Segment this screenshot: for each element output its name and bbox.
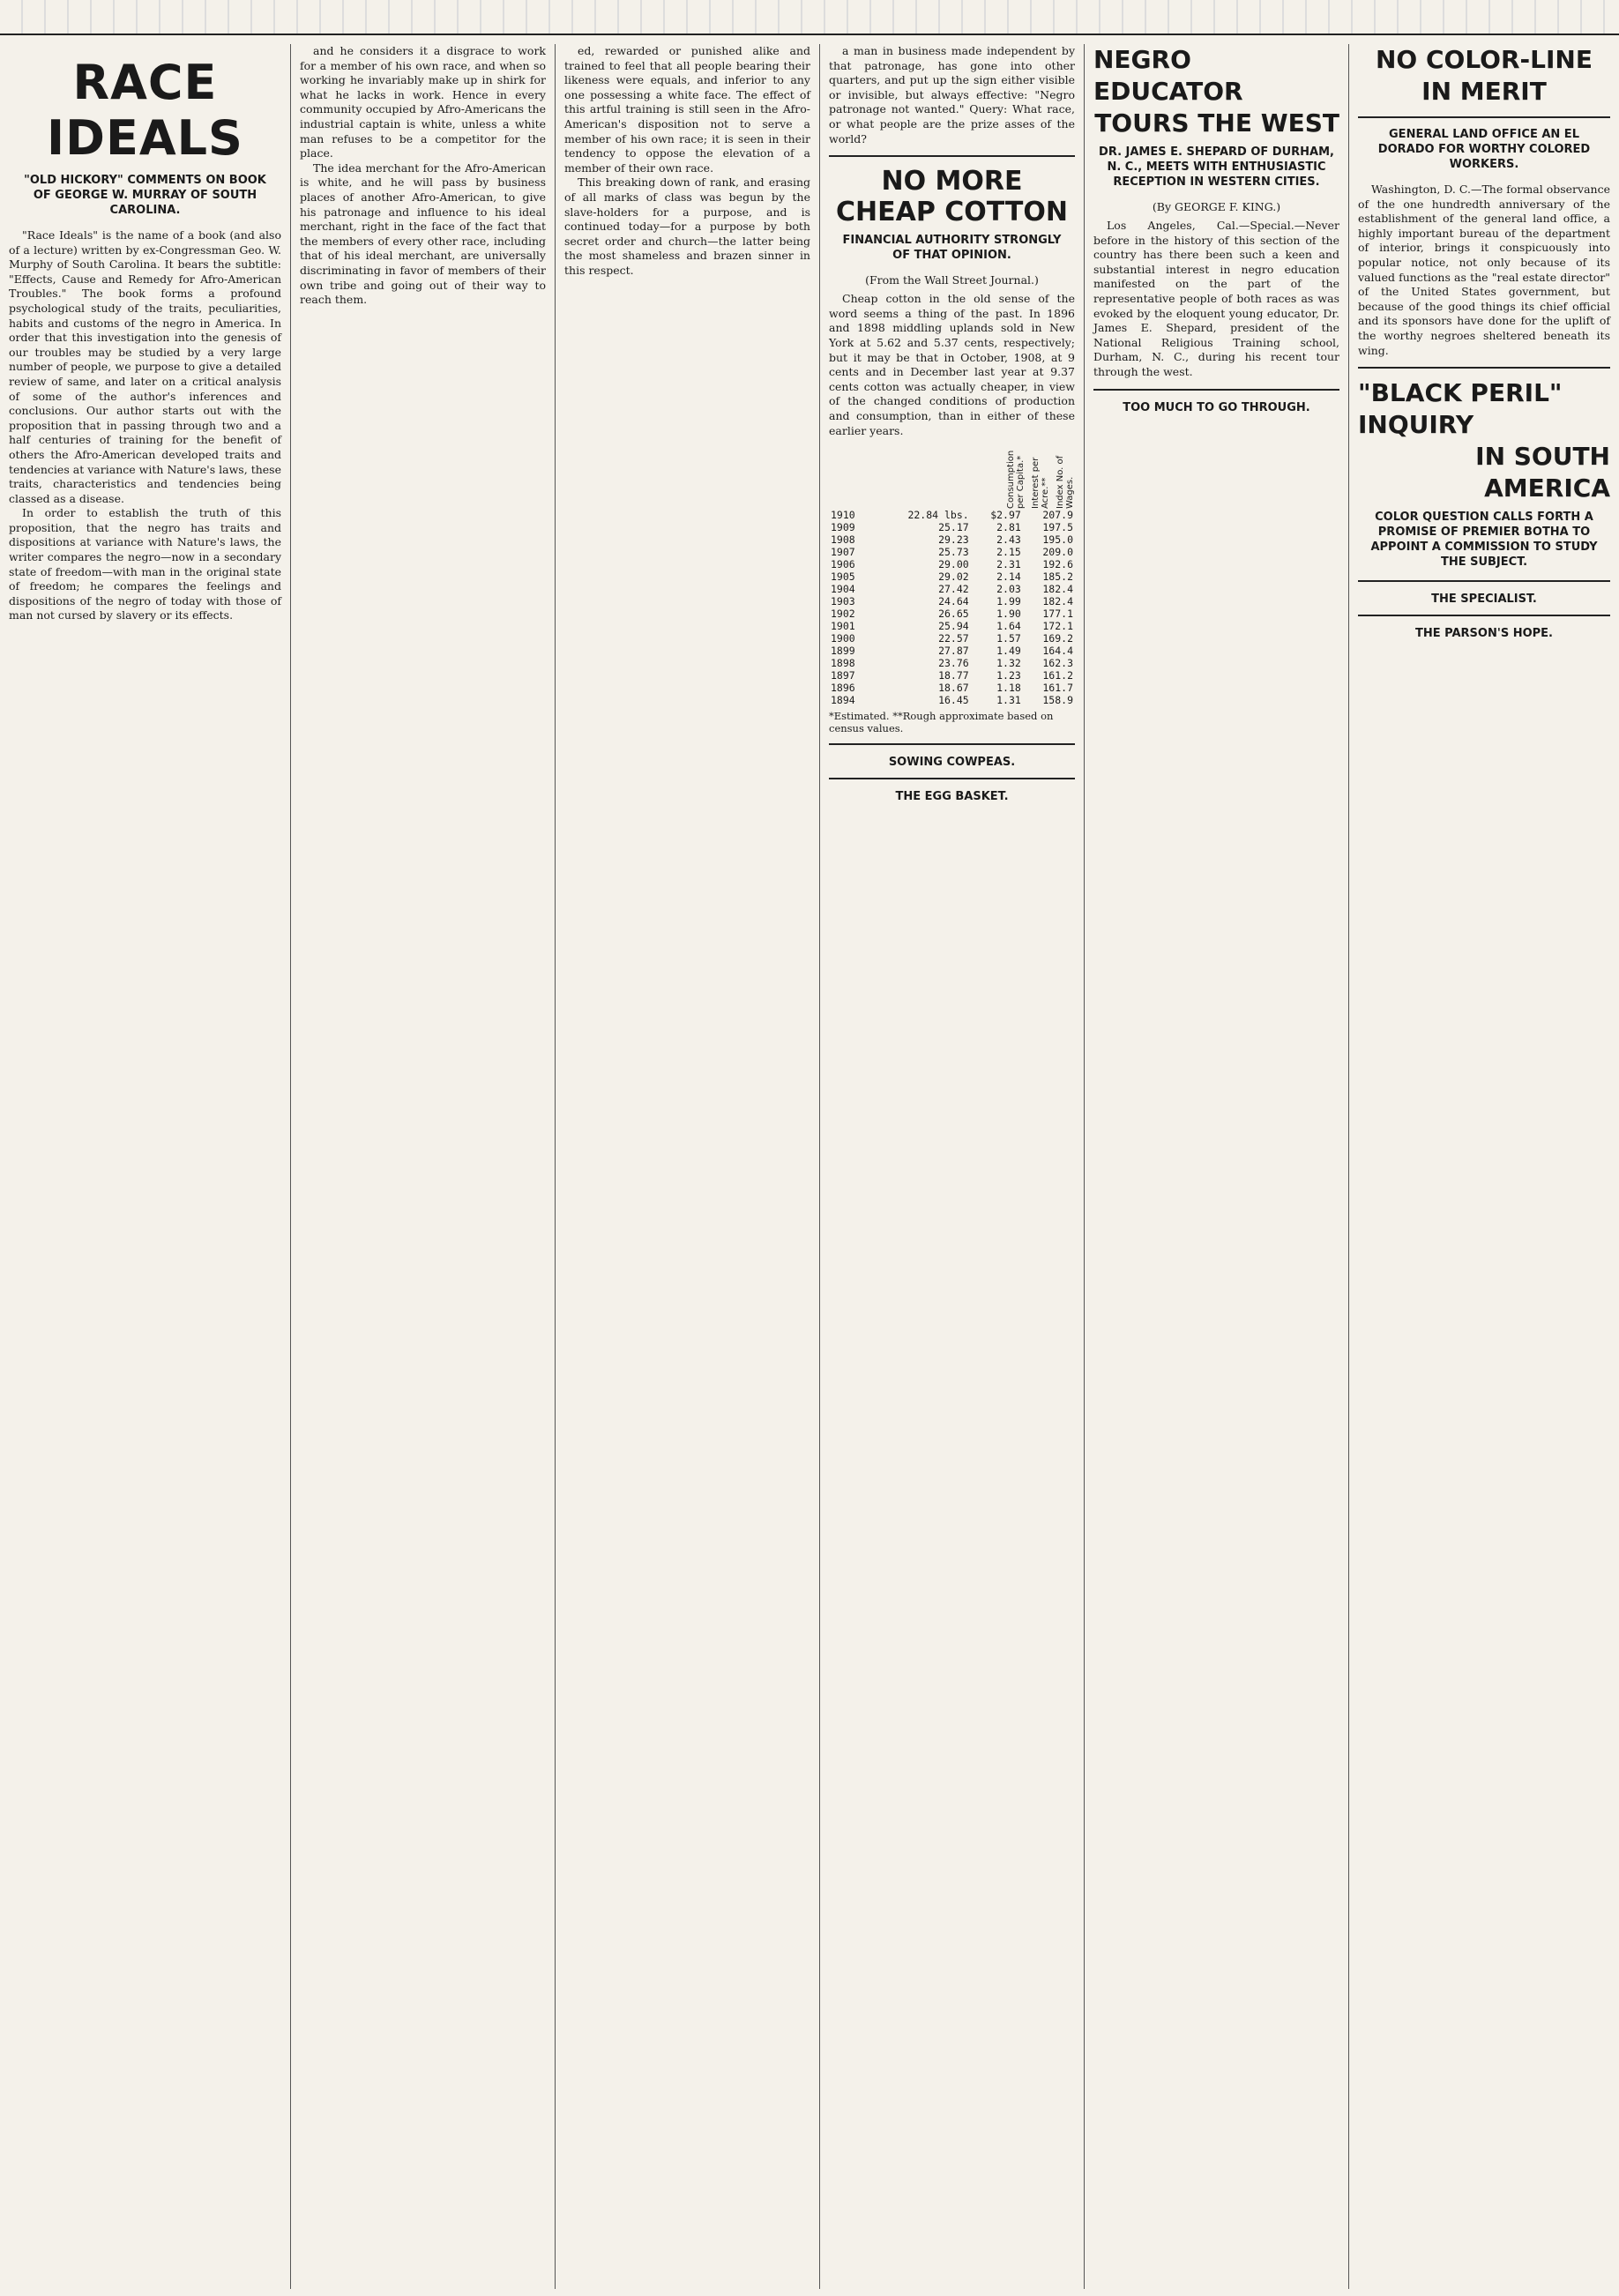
article-body-educator: [1093, 219, 1339, 380]
headline-black-peril-line1: "BLACK PERIL" INQUIRY: [1358, 378, 1563, 440]
paragraph: ed, rewarded or punished alike and trained to feel that all people bearing their likeness were equals, and inferior to any one possessing a white face. The effect of this artful training is still seen in the Afro-American's disposition not to serve a member of his own race; it is seen in their tendency to oppose the elevation of a member of their own race.: [564, 44, 810, 175]
table-cell: 1910: [831, 509, 855, 522]
paragraph: "Race Ideals" is the name of a book (and also of a lecture) written by ex-Congressman Geo. W. Murphy of South Carolina. It bears the subtitle: "Effects, Cause and Remedy for Afro-American Troubles." The book forms a profound psychological study of the traits, peculiarities, habits and customs of the negro in America. In order that this investigation into the genesis of our troubles may be studied by a very large number of people, we purpose to give a detailed review of same, and later on a critical analysis of some of the author's inferences and conclusions. Our author starts out with the proposition that in passing through two and a half centuries of training for the benefit of others the Afro-American developed traits and tendencies at variance with Nature's laws, these traits, characteristics and tendencies being classed as a disease.: [9, 228, 281, 505]
table-cell: 1909: [831, 521, 855, 534]
masthead-strip: [0, 0, 1619, 35]
table-cell: 1.99: [996, 595, 1021, 608]
divider: [829, 778, 1075, 779]
table-cell: 195.0: [1042, 533, 1073, 547]
table-cell: 22.84 lbs.: [907, 509, 969, 522]
table-row: [829, 509, 1075, 521]
table-cell: 1900: [831, 632, 855, 645]
table-cell: 164.4: [1042, 645, 1073, 658]
table-cell: 1905: [831, 570, 855, 584]
table-cell: 177.1: [1042, 608, 1073, 621]
column-header: Interest per Acre.**: [1031, 457, 1050, 510]
subhead-too-much: TOO MUCH TO GO THROUGH.: [1123, 400, 1310, 414]
table-cell: 2.81: [996, 521, 1021, 534]
table-cell: 1894: [831, 694, 855, 707]
table-row: [829, 694, 1075, 706]
table-cell: 22.57: [938, 632, 969, 645]
table-row: [829, 645, 1075, 657]
paragraph: Los Angeles, Cal.—Special.—Never before in the history of this section of the country has there been such a keen and substantial interest in negro education manifested on the part of the representative people of both races as was evoked by the eloquent young educator, Dr. James E. Shepard, president of the National Religious Training school, Durham, N. C., during his recent tour through the west.: [1093, 219, 1339, 378]
table-header: [829, 438, 1075, 509]
table-cell: 29.23: [938, 533, 969, 547]
table-cell: 169.2: [1042, 632, 1073, 645]
table-row: [829, 595, 1075, 608]
source-line: (From the Wall Street Journal.): [865, 273, 1039, 287]
table-cell: 25.94: [938, 620, 969, 633]
table-cell: 207.9: [1042, 509, 1073, 522]
table-cell: 27.87: [938, 645, 969, 658]
table-cell: 2.03: [996, 583, 1021, 596]
table-row: [829, 521, 1075, 533]
table-cell: 26.65: [938, 608, 969, 621]
table-cell: 1.23: [996, 669, 1021, 682]
table-row: [829, 608, 1075, 620]
paragraph: Washington, D. C.—The formal observance of the one hundredth anniversary of the establishment of the general land office, a highly important bureau of the department of interior, brings it conspicuously into popular notice, not only because of its valued functions as the "real estate director" of the United States government, but because of the good things its chief official and its sponsors have done for the uplift of the worthy negroes sheltered beneath its wing.: [1358, 183, 1610, 357]
byline: (By GEORGE F. KING.): [1152, 200, 1281, 213]
subhead-parsons-hope: THE PARSON'S HOPE.: [1415, 627, 1553, 641]
subhead-egg-basket: THE EGG BASKET.: [895, 790, 1009, 804]
table-cell: 1908: [831, 533, 855, 547]
deck-no-color-line: GENERAL LAND OFFICE AN EL DORADO FOR WORTHY COLORED WORKERS.: [1377, 128, 1591, 171]
paragraph: The idea merchant for the Afro-American is white, and he will pass by business places of another Afro-American, to give his patronage and influence to his ideal merchant, right in the face of the fact that the members of every other race, including that of his ideal merchant, are universally discriminating in favor of members of their own tribe and going out of their way to reach them.: [300, 160, 546, 307]
deck-black-peril: COLOR QUESTION CALLS FORTH A PROMISE OF PREMIER BOTHA TO APPOINT A COMMISSION TO STUDY THE SUBJECT.: [1370, 511, 1598, 570]
column-header: Index No. of Wages.: [1056, 455, 1075, 510]
table-cell: 2.14: [996, 570, 1021, 584]
table-cell: 1896: [831, 682, 855, 695]
table-cell: 1897: [831, 669, 855, 682]
table-cell: 1907: [831, 546, 855, 559]
headline-negro-educator-line1: NEGRO EDUCATOR: [1093, 45, 1243, 106]
column-2: [291, 44, 556, 2289]
table-cell: 2.15: [996, 546, 1021, 559]
table-cell: 29.00: [938, 558, 969, 571]
table-cell: 192.6: [1042, 558, 1073, 571]
table-cell: 24.64: [938, 595, 969, 608]
subhead-sowing-cowpeas: SOWING COWPEAS.: [888, 756, 1016, 770]
paragraph: a man in business made independent by that patronage, has gone into other quarters, and put up the sign either visible or invisible, but always effective: "Negro patronage not wanted." Query: What race, or what people are the prize asses of the world?: [829, 44, 1075, 145]
table-row: [829, 558, 1075, 570]
article-body-race-ideals: [9, 228, 281, 623]
deck-race-ideals: "OLD HICKORY" COMMENTS ON BOOK OF GEORGE W. MURRAY OF SOUTH CAROLINA.: [24, 174, 266, 217]
divider: [1093, 389, 1339, 391]
table-cell: 197.5: [1042, 521, 1073, 534]
article-body-cotton: [829, 292, 1075, 438]
article-continuation: [829, 44, 1075, 146]
divider: [1358, 116, 1610, 118]
table-row: [829, 533, 1075, 546]
table-row: [829, 682, 1075, 694]
divider: [1358, 580, 1610, 582]
table-cell: 1904: [831, 583, 855, 596]
table-cell: 1902: [831, 608, 855, 621]
table-cell: 1.64: [996, 620, 1021, 633]
headline-no-color-line: NO COLOR-LINE IN MERIT: [1376, 45, 1593, 106]
table-cell: 1901: [831, 620, 855, 633]
table-cell: 1906: [831, 558, 855, 571]
table-cell: 18.77: [938, 669, 969, 682]
table-cell: 25.17: [938, 521, 969, 534]
table-cell: 1899: [831, 645, 855, 658]
divider: [1358, 615, 1610, 616]
divider: [1358, 367, 1610, 369]
deck-cheap-cotton: FINANCIAL AUTHORITY STRONGLY OF THAT OPINION.: [842, 234, 1062, 263]
table-cell: 162.3: [1042, 657, 1073, 670]
table-cell: 25.73: [938, 546, 969, 559]
paragraph: In order to establish the truth of this proposition, that the negro has traits and dispositions at variance with Nature's laws, the writer compares the negro—now in a secondary state of freedom—with man in the original state of freedom; he compares the feelings and dispositions of the negro of today with those of man not cursed by slavery or its effects.: [9, 506, 281, 622]
table-cell: 1.57: [996, 632, 1021, 645]
column-3: [556, 44, 820, 2289]
table-row: [829, 583, 1075, 595]
table-cell: 1.31: [996, 694, 1021, 707]
table-cell: 172.1: [1042, 620, 1073, 633]
paragraph: Cheap cotton in the old sense of the word seems a thing of the past. In 1896 and 1898 middling uplands sold in New York at 5.62 and 5.37 cents, respectively; but it may be that in October, 1908, at 9 cents and in December last year at 9.37 cents cotton was actually cheaper, in view of the changed conditions of production and consumption, than in either of these earlier years.: [829, 292, 1075, 437]
table-cell: 1903: [831, 595, 855, 608]
article-continuation: [300, 44, 546, 308]
article-body-land-office: [1358, 183, 1610, 358]
table-cell: 18.67: [938, 682, 969, 695]
headline-negro-educator-line2: TOURS THE WEST: [1094, 108, 1339, 138]
divider: [829, 743, 1075, 745]
table-row: [829, 657, 1075, 669]
headline-race-ideals: RACE IDEALS: [47, 55, 243, 166]
table-cell: 16.45: [938, 694, 969, 707]
table-cell: 1.90: [996, 608, 1021, 621]
column-4: [820, 44, 1085, 2289]
table-cell: 182.4: [1042, 583, 1073, 596]
table-cell: 185.2: [1042, 570, 1073, 584]
table-cell: 29.02: [938, 570, 969, 584]
subhead-specialist: THE SPECIALIST.: [1431, 593, 1537, 607]
column-1: [0, 44, 291, 2289]
table-row: [829, 620, 1075, 632]
table-cell: 1.32: [996, 657, 1021, 670]
table-cell: 161.7: [1042, 682, 1073, 695]
headline-cheap-cotton: NO MORE CHEAP COTTON: [835, 166, 1068, 228]
column-6: [1349, 44, 1619, 2289]
divider: [829, 155, 1075, 157]
cotton-stats-table: [829, 509, 1075, 706]
column-header: Consumption per Capita.*: [1006, 450, 1026, 510]
headline-black-peril-line2: IN SOUTH AMERICA: [1475, 442, 1610, 503]
column-5: [1085, 44, 1349, 2289]
table-cell: 209.0: [1042, 546, 1073, 559]
table-row: [829, 669, 1075, 682]
table-cell: 1.18: [996, 682, 1021, 695]
table-cell: 161.2: [1042, 669, 1073, 682]
table-cell: 1898: [831, 657, 855, 670]
table-note: *Estimated. **Rough approximate based on census values.: [829, 710, 1054, 735]
table-cell: 27.42: [938, 583, 969, 596]
table-cell: $2.97: [990, 509, 1021, 522]
table-row: [829, 632, 1075, 645]
table-row: [829, 546, 1075, 558]
table-cell: 182.4: [1042, 595, 1073, 608]
paragraph: and he considers it a disgrace to work for a member of his own race, and when so working he invariably make up in shirk for what he lacks in work. Hence in every community occupied by Afro-Americans the industrial captain is white, unless a white man refuses to be a competitor for the place.: [300, 44, 546, 160]
table-cell: 23.76: [938, 657, 969, 670]
article-continuation: [564, 44, 810, 279]
table-cell: 2.31: [996, 558, 1021, 571]
paragraph: This breaking down of rank, and erasing of all marks of class was begun by the slave-holders for a purpose, and is continued today—for a purpose by both secret order and church—the latter being the most shameless and brazen sinner in this respect.: [564, 175, 810, 277]
table-row: [829, 570, 1075, 583]
deck-negro-educator: DR. JAMES E. SHEPARD OF DURHAM, N. C., MEETS WITH ENTHUSIASTIC RECEPTION IN WESTERN CITIES.: [1099, 145, 1334, 189]
table-cell: 158.9: [1042, 694, 1073, 707]
table-cell: 2.43: [996, 533, 1021, 547]
table-cell: 1.49: [996, 645, 1021, 658]
